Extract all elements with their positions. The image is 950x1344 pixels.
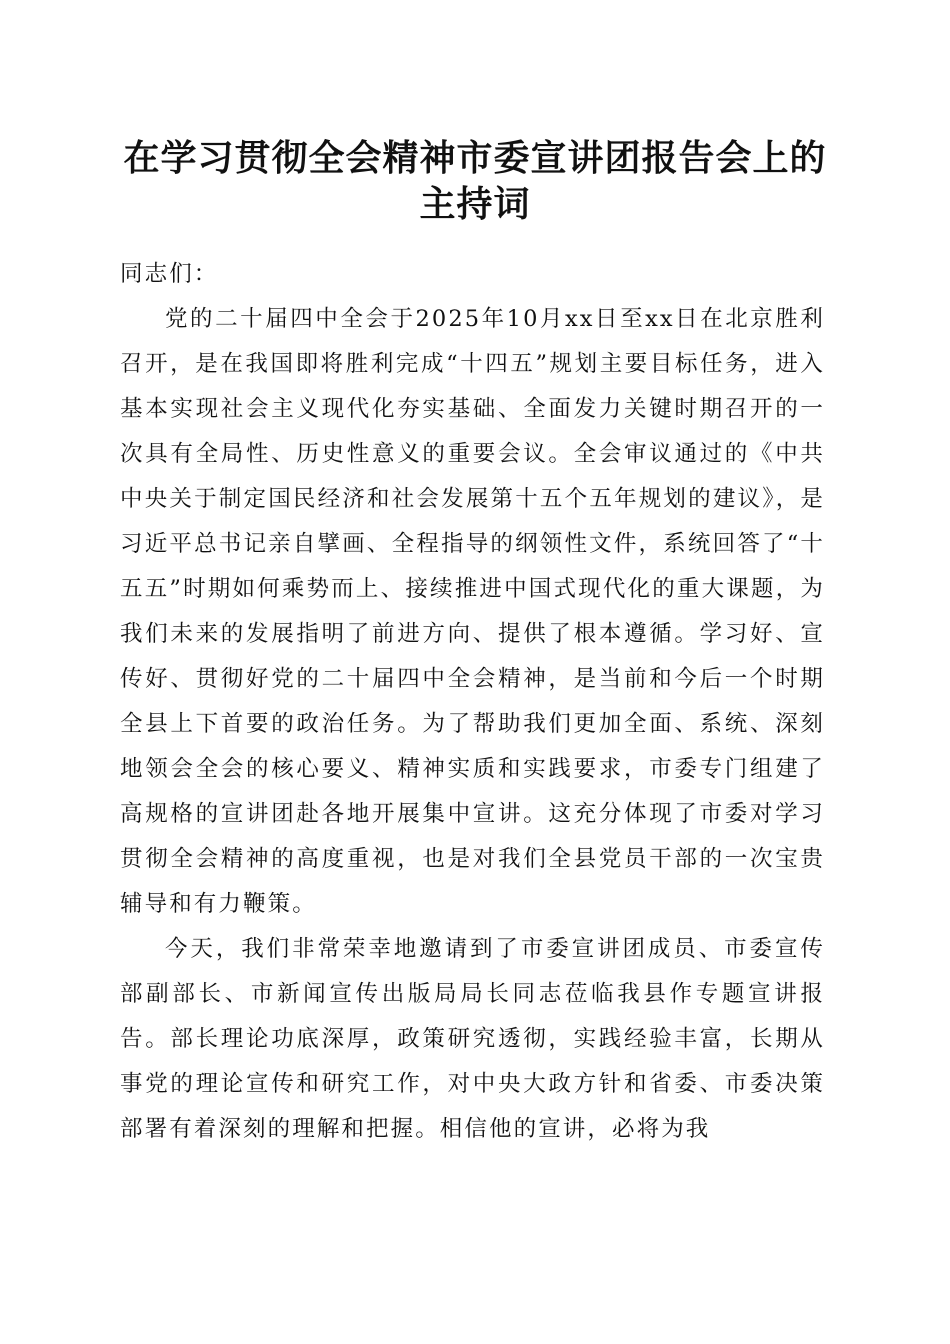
document-body: [120, 252, 825, 1152]
salutation: 同志们：: [120, 261, 219, 287]
paragraph: 党的二十届四中全会于2025年10月xx日至xx日在北京胜利召开，是在我国即将胜利完成“十四五”规划主要目标任务，进入基本实现社会主义现代化夯实基础、全面发力关键时期召开的一次具有全局性、历史性意义的重要会议。全会审议通过的《中共中央关于制定国民经济和社会发展第十五个五年规划的建议》，是习近平总书记亲自擘画、全程指导的纲领性文件，系统回答了“十五五”时期如何乘势而上、接续推进中国式现代化的重大课题，为我们未来的发展指明了前进方向、提供了根本遵循。学习好、宣传好、贯彻好党的二十届四中全会精神，是当前和今后一个时期全县上下首要的政治任务。为了帮助我们更加全面、系统、深刻地领会全会的核心要义、精神实质和实践要求，市委专门组建了高规格的宣讲团赴各地开展集中宣讲。这充分体现了市委对学习贯彻全会精神的高度重视，也是对我们全县党员干部的一次宝贵辅导和有力鞭策。: [120, 306, 825, 917]
paragraph: 今天，我们非常荣幸地邀请到了市委宣讲团成员、市委宣传部副部长、市新闻宣传出版局局长同志莅临我县作专题宣讲报告。部长理论功底深厚，政策研究透彻，实践经验丰富，长期从事党的理论宣传和研究工作，对中央大政方针和省委、市委决策部署有着深刻的理解和把握。相信他的宣讲，必将为我: [120, 936, 825, 1142]
document-title: 在学习贯彻全会精神市委宣讲团报告会上的主持词: [123, 137, 827, 225]
